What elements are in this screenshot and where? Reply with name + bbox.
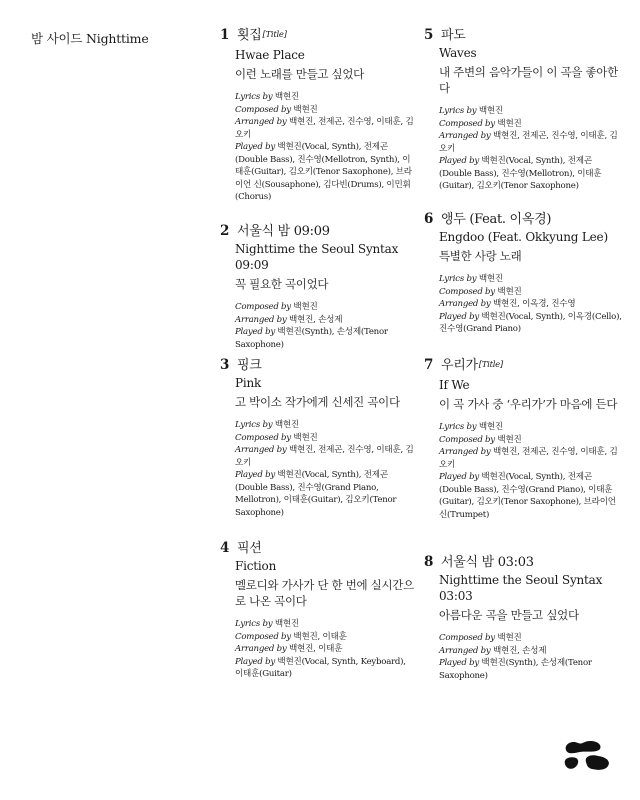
credit-role: Composed by — [439, 434, 495, 445]
track-credits — [235, 419, 415, 519]
track-description: 이 곡 가사 중 ‘우리가’가 마음에 든다 — [439, 397, 618, 411]
track-7 — [424, 357, 624, 521]
track-title-english: Nighttime the Seoul Syntax 09:09 — [235, 242, 399, 272]
credit-role: Played by — [439, 472, 479, 482]
track-heading — [220, 27, 415, 46]
track-credits — [439, 273, 624, 336]
track-body — [424, 572, 624, 682]
track-title-korean-text: 앵두 (Feat. 이옥경) — [441, 212, 552, 227]
track-title-korean-text: 서울식 밤 03:03 — [441, 555, 534, 570]
credit-role: Arranged by — [439, 299, 491, 309]
track-title-english: Pink — [235, 376, 262, 390]
credit-names: 백현진, 전제곤, 진수영, 이태훈, 김오키 — [439, 447, 618, 470]
track-2 — [220, 223, 415, 351]
credit-names: 백현진, 전제곤, 진수영, 이태훈, 김오키 — [235, 445, 414, 468]
credit-line — [439, 118, 624, 131]
track-credits — [235, 618, 415, 681]
credit-line — [235, 301, 415, 314]
track-title-korean — [237, 27, 287, 46]
track-6 — [424, 211, 624, 336]
credit-names: 백현진(Vocal, Synth), 전제곤(Double Bass), 진수영(Grand Piano), 이태훈(Guitar), 김오키(Tenor Saxophone), 브라이언 신(Trumpet) — [439, 472, 616, 520]
credit-role: Played by — [235, 656, 275, 667]
track-body — [220, 375, 415, 519]
credit-line — [439, 645, 624, 658]
track-description: 이런 노래를 만들고 싶었다 — [235, 67, 364, 81]
blob-logo-icon — [562, 738, 612, 772]
track-title-korean-text: 우리가 — [441, 358, 478, 373]
track-body — [220, 47, 415, 204]
track-title-korean — [441, 554, 534, 571]
credit-role: Lyrics by — [439, 106, 477, 116]
track-body — [424, 377, 624, 521]
credit-names: 백현진 — [290, 432, 318, 443]
credit-names: 백현진, 이태훈 — [286, 644, 343, 654]
track-credits — [235, 301, 415, 351]
title-track-tag: [Title] — [262, 30, 287, 40]
track-heading — [424, 554, 624, 571]
track-title-english: If We — [439, 378, 470, 392]
credit-names: 백현진(Vocal, Synth), 전제곤(Double Bass), 진수영(Mellotron, Synth), 이태훈(Guitar), 김오키(Tenor Saxophone), 브라이언 신(Sousaphone), 김다빈(Drums), 이민휘(Chorus) — [235, 142, 412, 202]
credit-names: 백현진(Synth), 손성제(Tenor Saxophone) — [439, 658, 592, 681]
track-title-korean — [237, 357, 262, 374]
credit-line — [235, 104, 415, 117]
track-3 — [220, 357, 415, 519]
credit-names: 백현진 — [476, 106, 503, 116]
credit-role: Composed by — [439, 118, 495, 129]
credit-line — [439, 446, 624, 471]
credit-line — [439, 434, 624, 447]
track-title-korean-text: 핑크 — [237, 358, 262, 373]
credit-line — [439, 311, 624, 336]
track-description: 특별한 사랑 노래 — [439, 249, 522, 263]
credit-names: 백현진(Vocal, Synth), 이옥경(Cello), 진수영(Grand Piano) — [439, 311, 622, 334]
track-number: 8 — [424, 554, 434, 570]
credit-line — [235, 314, 415, 327]
credit-role: Played by — [439, 156, 479, 166]
credit-names: 백현진 — [494, 118, 522, 129]
credit-line — [439, 657, 624, 682]
credit-line — [439, 105, 624, 118]
credit-names: 백현진, 손성제 — [286, 314, 343, 325]
credit-names: 백현진, 전제곤, 진수영, 이태훈, 김오키 — [439, 131, 618, 154]
track-title-english: Waves — [439, 46, 477, 60]
credit-line — [235, 444, 415, 469]
credit-role: Lyrics by — [235, 92, 273, 102]
credit-names: 백현진(Vocal, Synth), 전제곤(Double Bass), 진수영(Mellotron), 이태훈(Guitar), 김오키(Tenor Saxophone) — [439, 156, 602, 191]
track-credits — [439, 421, 624, 521]
track-heading — [424, 357, 624, 376]
track-title-korean-text: 픽션 — [237, 541, 262, 556]
credit-role: Composed by — [235, 432, 291, 443]
credit-role: Played by — [235, 327, 275, 337]
credit-names: 백현진, 이태훈 — [290, 631, 347, 642]
credit-role: Lyrics by — [439, 274, 477, 284]
track-heading — [220, 223, 415, 240]
track-body — [424, 45, 624, 193]
credit-role: Lyrics by — [235, 619, 273, 629]
credit-names: 백현진(Vocal, Synth), 전제곤(Double Bass), 진수영(Grand Piano, Mellotron), 이태훈(Guitar), 김오키(Tenor Saxophone) — [235, 470, 397, 518]
track-description: 꼭 필요한 곡이었다 — [235, 277, 329, 291]
credit-role: Arranged by — [439, 447, 491, 457]
credit-role: Arranged by — [235, 445, 287, 455]
credit-role: Played by — [439, 658, 479, 668]
track-number: 2 — [220, 223, 230, 239]
credit-line — [235, 618, 415, 631]
track-title-english: Hwae Place — [235, 48, 305, 62]
credit-role: Arranged by — [235, 117, 287, 127]
track-title-korean — [441, 211, 551, 228]
credit-line — [439, 298, 624, 311]
track-4 — [220, 540, 415, 681]
credit-line — [439, 421, 624, 434]
track-description: 아름다운 곡을 만들고 싶었다 — [439, 608, 579, 622]
credit-line — [235, 116, 415, 141]
credit-line — [235, 631, 415, 644]
credit-role: Arranged by — [235, 644, 287, 654]
track-credits — [439, 105, 624, 193]
track-number: 6 — [424, 211, 434, 227]
credit-names: 백현진(Vocal, Synth, Keyboard), 이태훈(Guitar) — [235, 656, 406, 679]
track-title-korean — [441, 357, 503, 376]
credit-line — [439, 632, 624, 645]
credit-line — [235, 141, 415, 204]
credit-role: Composed by — [235, 104, 291, 115]
track-title-korean — [441, 27, 466, 44]
credit-role: Arranged by — [439, 645, 491, 656]
track-title-korean-text: 횟집 — [237, 28, 262, 43]
credit-names: 백현진 — [494, 633, 522, 643]
credit-role: Lyrics by — [439, 422, 477, 432]
credit-line — [439, 130, 624, 155]
credit-names: 백현진 — [290, 302, 318, 312]
track-heading — [424, 211, 624, 228]
credit-role: Arranged by — [439, 131, 491, 141]
credit-names: 백현진 — [272, 619, 299, 629]
track-credits — [439, 632, 624, 682]
credit-line — [235, 656, 415, 681]
credit-names: 백현진 — [494, 286, 522, 297]
track-number: 3 — [220, 357, 230, 373]
track-number: 5 — [424, 27, 434, 43]
track-8 — [424, 554, 624, 682]
credit-line — [235, 326, 415, 351]
track-credits — [235, 91, 415, 204]
track-body — [424, 229, 624, 336]
credit-role: Composed by — [439, 286, 495, 297]
credit-line — [235, 643, 415, 656]
credit-line — [439, 155, 624, 193]
track-body — [220, 241, 415, 351]
title-track-tag: [Title] — [478, 360, 503, 370]
credit-names: 백현진 — [494, 434, 522, 445]
credit-names: 백현진 — [272, 420, 299, 430]
credit-role: Played by — [439, 311, 479, 322]
track-title-korean-text: 서울식 밤 09:09 — [237, 224, 330, 239]
track-number: 4 — [220, 540, 230, 556]
credit-role: Composed by — [235, 302, 291, 312]
track-title-english: Nighttime the Seoul Syntax 03:03 — [439, 573, 603, 603]
credit-role: Played by — [235, 142, 275, 152]
credit-role: Lyrics by — [235, 420, 273, 430]
credit-line — [235, 91, 415, 104]
album-title: 밤 사이드 Nighttime — [31, 31, 149, 46]
track-title-korean — [237, 223, 330, 240]
credit-names: 백현진, 손성제 — [490, 645, 547, 656]
track-description: 내 주변의 음악가들이 이 곡을 좋아한다 — [439, 65, 618, 95]
credit-names: 백현진 — [476, 274, 503, 284]
track-title-korean — [237, 540, 262, 557]
track-number: 7 — [424, 357, 434, 373]
credit-line — [235, 432, 415, 445]
credit-role: Composed by — [439, 633, 495, 643]
track-description: 멜로디와 가사가 단 한 번에 실시간으로 나온 곡이다 — [235, 578, 414, 608]
credit-line — [439, 471, 624, 521]
credit-line — [235, 419, 415, 432]
track-heading — [424, 27, 624, 44]
credit-role: Played by — [235, 470, 275, 480]
track-1 — [220, 27, 415, 204]
credit-role: Composed by — [235, 631, 291, 642]
credit-names: 백현진, 전제곤, 진수영, 이태훈, 김오키 — [235, 117, 414, 140]
track-body — [220, 558, 415, 681]
track-description: 고 박이소 작가에게 신세진 곡이다 — [235, 395, 400, 409]
track-5 — [424, 27, 624, 193]
credit-names: 백현진 — [476, 422, 503, 432]
track-heading — [220, 540, 415, 557]
credit-role: Arranged by — [235, 314, 287, 325]
track-title-english: Fiction — [235, 559, 277, 573]
track-heading — [220, 357, 415, 374]
track-title-korean-text: 파도 — [441, 28, 466, 43]
credit-line — [439, 286, 624, 299]
credit-line — [439, 273, 624, 286]
credit-names: 백현진 — [272, 92, 299, 102]
credit-line — [235, 469, 415, 519]
credit-names: 백현진(Synth), 손성제(Tenor Saxophone) — [235, 327, 388, 350]
credit-names: 백현진, 이옥경, 진수영 — [490, 299, 576, 309]
track-number: 1 — [220, 27, 230, 43]
track-title-english: Engdoo (Feat. Okkyung Lee) — [439, 230, 608, 244]
credit-names: 백현진 — [290, 104, 318, 115]
